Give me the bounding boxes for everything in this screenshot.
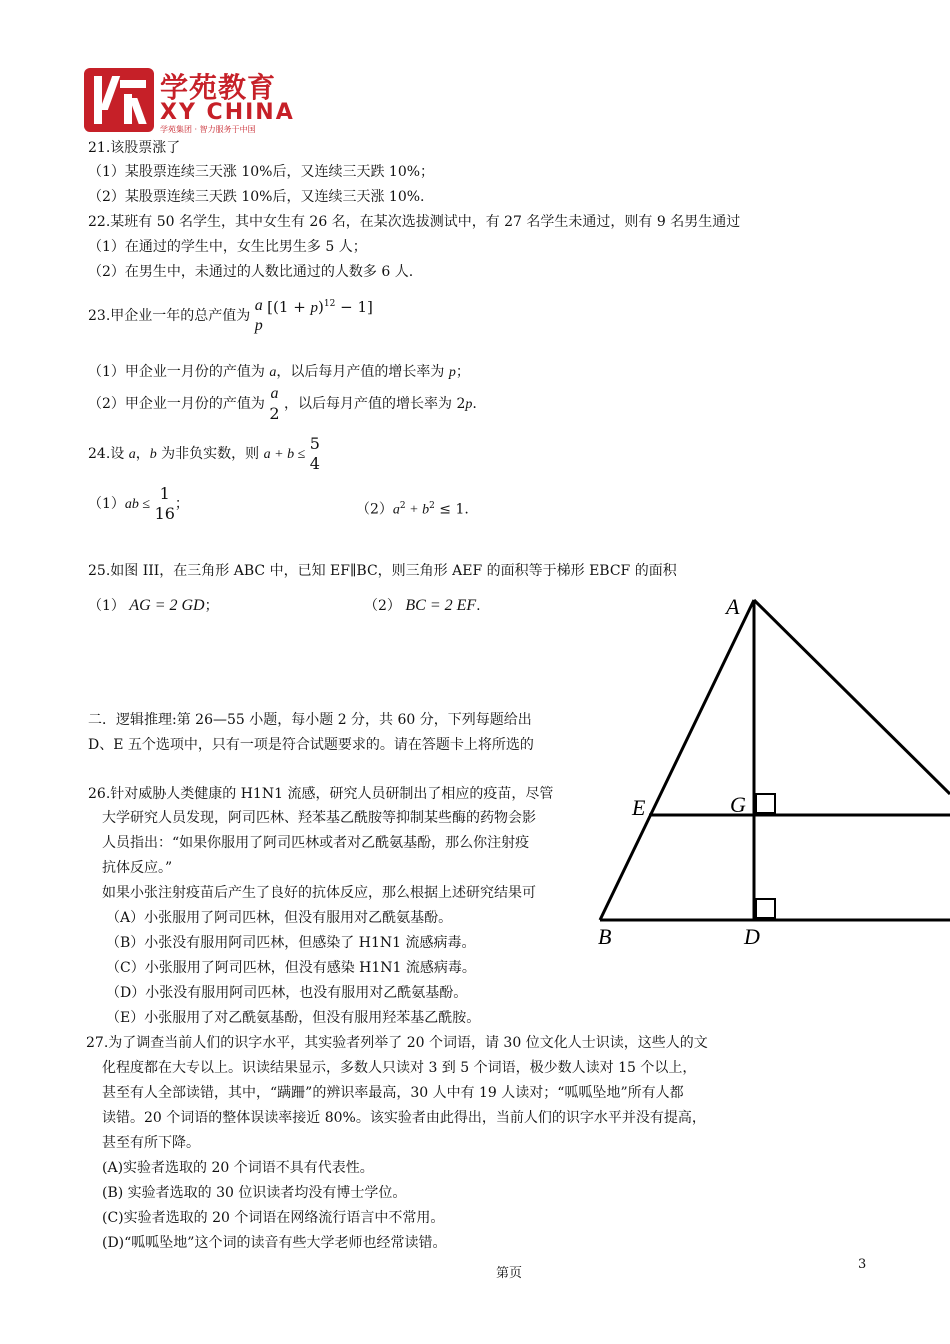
vertex-label-A: A [726,594,740,619]
q23-c2-fraction: a 2 [269,385,280,423]
vertex-label-G: G [730,792,746,817]
right-angle-D [756,899,775,918]
q27-option-d: (D)“呱呱坠地”这个词的读音有些大学老师也经常读错。 [102,1235,447,1251]
section2-line-1: 二．逻辑推理:第 26—55 小题，每小题 2 分，共 60 分，下列每题给出 [88,712,532,728]
q22-condition-2: （2）在男生中，未通过的人数比通过的人数多 6 人. [88,264,414,280]
q26-line-1: 26.针对威胁人类健康的 H1N1 流感，研究人员研制出了相应的疫苗，尽管 [88,786,554,802]
page-footer-label: 第页 [496,1266,523,1281]
q23-condition-2: （2）甲企业一月份的产值为 a 2 ，以后每月产值的增长率为 2p. [88,385,477,423]
q26-line-4: 抗体反应。” [102,860,173,876]
q23-expression: $[(1 + p)^{12} - 1]$ [267,298,373,316]
q27-option-c: (C)实验者选取的 20 个词语在网络流行语言中不常用。 [102,1210,445,1226]
q25-condition-2: （2） BC = 2 EF. [364,597,481,614]
logo-tagline: 学苑集团 · 智力服务于中国 [160,125,256,134]
vertex-label-E: E [632,795,646,820]
q23-stem-line [88,296,373,336]
q23-stem: 23.甲企业一年的总产值为 [88,308,251,324]
side-AB [600,600,754,920]
q26-block [86,784,590,1034]
q23-frac-num: a [254,297,263,314]
q27-line-4: 读错。20 个词语的整体误读率接近 80%。该实验者由此得出，当前人们的识字水平并没有提高， [102,1110,706,1126]
q22-condition-1: （1）在通过的学生中，女生比男生多 5 人； [88,239,367,255]
vertex-label-D: D [744,924,760,944]
q21-stem: 21.该股票涨了 [88,140,181,156]
q27-line-5: 甚至有所下降。 [102,1135,200,1151]
section2-line-2: D、E 五个选项中，只有一项是符合试题要求的。请在答题卡上将所选的 [88,737,534,753]
q26-option-b: （B）小张没有服用阿司匹林，但感染了 H1N1 流感病毒。 [106,935,476,951]
q27-line-2: 化程度都在大专以上。识读结果显示，多数人只读对 3 到 5 个词语，极少数人读对 15 个以上， [102,1060,697,1076]
q24-condition-1: （1）ab ≤ 1 16 ； [88,484,189,523]
q21-condition-2: （2）某股票连续三天跌 10%后，又连续三天涨 10%. [88,189,425,205]
q27-line-3: 甚至有人全部读错，其中，“蹒跚”的辨识率最高，30 人中有 19 人读对；“呱呱坠地”所有人都 [102,1085,684,1101]
q27-option-a: (A)实验者选取的 20 个词语不具有代表性。 [102,1160,374,1176]
right-angle-G [756,794,775,813]
triangle-figure [596,594,950,944]
q25-condition-1: （1） AG = 2 GD； [88,597,219,614]
brand-logo [84,66,300,134]
q26-option-a: （A）小张服用了阿司匹林，但没有服用对乙酰氨基酚。 [106,910,453,926]
logo-brand-en: XY CHINA [160,100,295,125]
q26-option-d: （D）小张没有服用阿司匹林，也没有服用对乙酰氨基酚。 [106,985,468,1001]
side-AC [754,600,950,794]
q26-line-5: 如果小张注射疫苗后产生了良好的抗体反应，那么根据上述研究结果可 [102,885,536,901]
q21-condition-1: （1）某股票连续三天涨 10%后，又连续三天跌 10%； [88,164,435,180]
logo-mark-icon [84,68,154,132]
q24-condition-2: $(2)a^2 + b^2 \le 1$. [356,501,469,518]
vertex-label-B: B [598,924,612,944]
q23-fraction [255,296,263,336]
q25-stem: 25.如图 III，在三角形 ABC 中，已知 EF∥BC，则三角形 AEF 的面积等于梯形 EBCF 的面积 [88,563,677,579]
logo-brand-cn: 学苑教育 [160,71,277,104]
q26-option-c: （C）小张服用了阿司匹林，但没有感染 H1N1 流感病毒。 [106,960,476,976]
q26-option-e: （E）小张服用了对乙酰氨基酚，但没有服用羟苯基乙酰胺。 [106,1010,481,1026]
q26-line-2: 大学研究人员发现，阿司匹林、羟苯基乙酰胺等抑制某些酶的药物会影 [102,810,536,826]
q26-line-3: 人员指出：“如果你服用了阿司匹林或者对乙酰氨基酚，那么你注射疫 [102,835,530,851]
q24-stem: 24.设 a，b 为非负实数，则 a + b ≤ 5 4 [88,434,320,473]
q24-fraction: 5 4 [309,434,320,473]
page-number: 3 [858,1257,867,1272]
q22-stem: 22.某班有 50 名学生，其中女生有 26 名，在某次选拔测试中，有 27 名学生未通过，则有 9 名男生通过 [88,214,741,230]
q23-condition-1: （1）甲企业一月份的产值为 a，以后每月产值的增长率为 p； [88,364,470,380]
q23-frac-den: p [254,317,263,334]
q27-option-b: (B) 实验者选取的 30 位识读者均没有博士学位。 [102,1185,407,1201]
q27-line-1: 27.为了调查当前人们的识字水平，其实验者列举了 20 个词语，请 30 位文化人士识读，这些人的文 [86,1035,708,1051]
